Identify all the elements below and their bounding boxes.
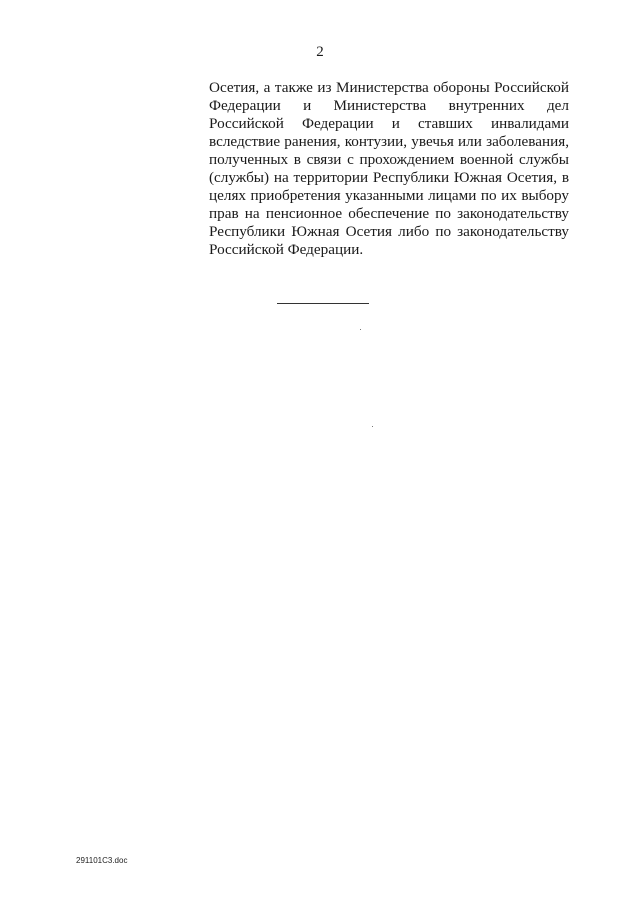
- separator-line: [277, 303, 369, 304]
- text-line: Федерации и Министерства внутренних дел: [209, 97, 569, 114]
- text-line: вследствие ранения, контузии, увечья или заболевания,: [209, 133, 569, 150]
- text-line: полученных в связи с прохождением военной службы: [209, 151, 569, 168]
- text-line: Республики Южная Осетия либо по законодательству: [209, 223, 569, 240]
- text-line: Российской Федерации и ставших инвалидами: [209, 115, 569, 132]
- scan-speck: [372, 426, 373, 427]
- body-paragraph: [209, 79, 569, 259]
- text-line: прав на пенсионное обеспечение по законодательству: [209, 205, 569, 222]
- text-line: (службы) на территории Республики Южная Осетия, в: [209, 169, 569, 186]
- text-line: целях приобретения указанными лицами по их выбору: [209, 187, 569, 204]
- scan-speck: [360, 329, 361, 330]
- text-line: Осетия, а также из Министерства обороны Российской: [209, 79, 569, 96]
- footer-filename: 291101C3.doc: [76, 856, 128, 865]
- text-line: Российской Федерации.: [209, 241, 364, 258]
- page-number: 2: [316, 44, 324, 60]
